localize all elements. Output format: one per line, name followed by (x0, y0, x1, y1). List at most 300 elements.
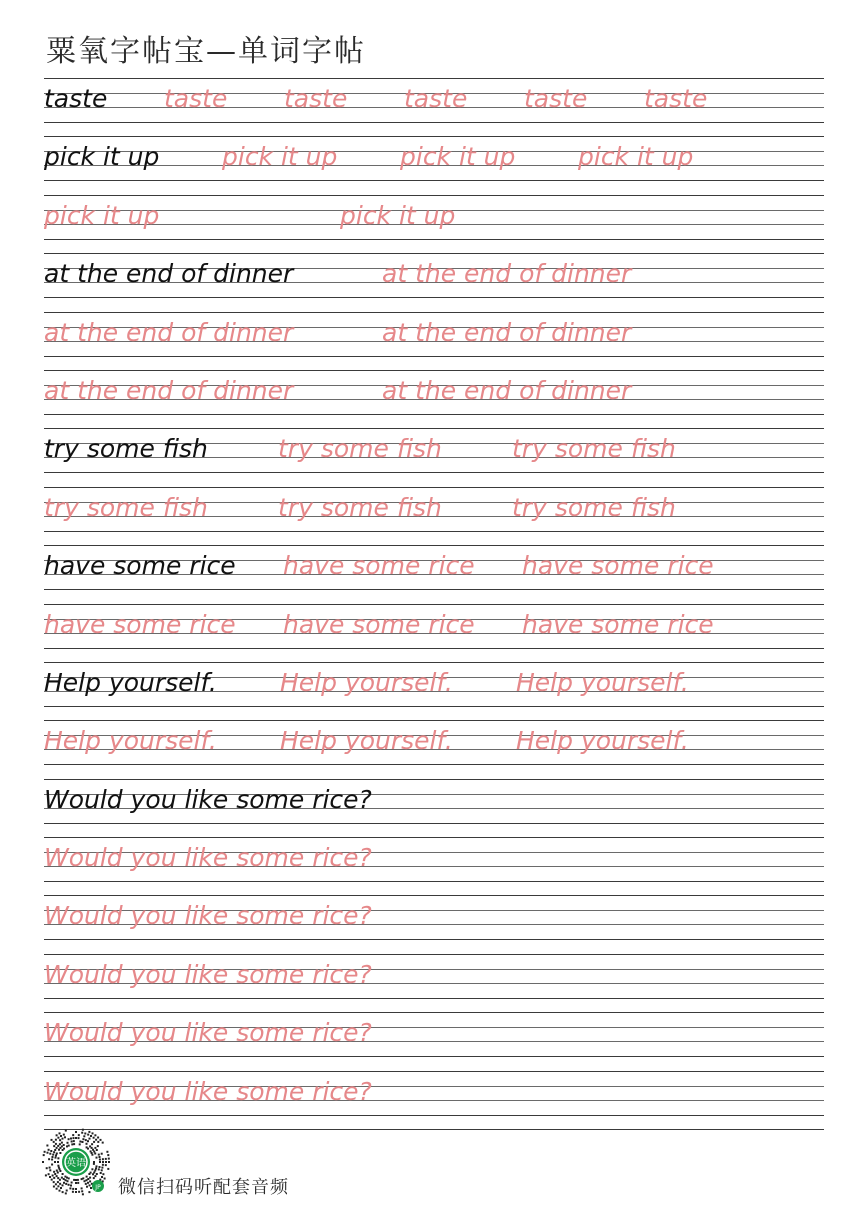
trace-word: at the end of dinner (44, 317, 294, 347)
qr-dot (59, 1190, 61, 1192)
page-title: 粟氧字帖宝—单词字帖 (46, 34, 366, 69)
qr-dot (102, 1173, 104, 1175)
trace-word: at the end of dinner (382, 259, 632, 289)
rule-line (44, 297, 824, 298)
trace-word: taste (164, 84, 228, 113)
qr-dot (75, 1182, 77, 1184)
qr-dot (94, 1175, 96, 1177)
rule-line (44, 1012, 824, 1013)
qr-dot (102, 1164, 104, 1166)
qr-dot (100, 1172, 102, 1174)
qr-dot (73, 1143, 75, 1145)
trace-word: try some fish (512, 492, 676, 522)
qr-dot (86, 1186, 88, 1188)
qr-dot (81, 1190, 83, 1192)
practice-row (44, 954, 824, 1012)
practice-row (44, 720, 824, 778)
qr-dot (66, 1145, 68, 1147)
qr-dot (77, 1179, 79, 1181)
qr-dot (87, 1148, 89, 1150)
qr-dot (88, 1173, 90, 1175)
qr-dot (75, 1188, 77, 1190)
qr-dot (104, 1178, 106, 1180)
qr-dot (81, 1178, 83, 1180)
practice-row (44, 895, 824, 953)
model-word: pick it up (44, 142, 160, 172)
rule-line (44, 312, 824, 313)
qr-dot (59, 1179, 61, 1181)
trace-word: try some fish (512, 434, 676, 464)
qr-dot (42, 1161, 44, 1163)
qr-dot (51, 1179, 53, 1181)
qr-dot (64, 1136, 66, 1138)
rule-line (44, 370, 824, 371)
qr-dot (89, 1184, 91, 1186)
qr-dot (97, 1141, 99, 1143)
qr-badge-label: 英语 (66, 1158, 86, 1169)
model-word: try some fish (44, 434, 208, 464)
practice-row (44, 253, 824, 311)
qr-dot (83, 1135, 85, 1137)
qr-dot (55, 1143, 57, 1145)
qr-dot (87, 1182, 89, 1184)
qr-dot (53, 1141, 55, 1143)
qr-dot (54, 1161, 56, 1163)
qr-dot (69, 1187, 71, 1189)
qr-dot (105, 1158, 107, 1160)
qr-dot (96, 1173, 98, 1175)
qr-dot (68, 1138, 70, 1140)
qr-dot (54, 1149, 56, 1151)
qr-dot (46, 1167, 48, 1169)
practice-rows (44, 78, 824, 1130)
qr-dot (48, 1149, 50, 1151)
qr-dot (81, 1132, 83, 1134)
qr-corner-label: JP (95, 1184, 101, 1191)
trace-word: pick it up (44, 200, 160, 230)
qr-dot (82, 1129, 84, 1131)
trace-word: Would you like some rice? (44, 1018, 372, 1048)
qr-dot (70, 1138, 72, 1140)
rule-line (44, 720, 824, 721)
qr-dot (64, 1176, 66, 1178)
rule-line (44, 472, 824, 473)
qr-dot (100, 1139, 102, 1141)
qr-dot (90, 1187, 92, 1189)
trace-word: have some rice (283, 551, 475, 581)
trace-word: have some rice (522, 551, 714, 581)
trace-word: Would you like some rice? (44, 959, 372, 989)
qr-dot (53, 1186, 55, 1188)
rule-line (44, 662, 824, 663)
qr-dot (60, 1135, 62, 1137)
trace-word: taste (524, 84, 588, 113)
qr-code-icon[interactable] (40, 1126, 112, 1198)
qr-dot (56, 1134, 58, 1136)
qr-dot (57, 1172, 59, 1174)
qr-dot (99, 1159, 101, 1161)
trace-word: have some rice (44, 609, 236, 639)
qr-dot (85, 1139, 87, 1141)
qr-dot (101, 1167, 103, 1169)
qr-dot (87, 1178, 89, 1180)
qr-dot (65, 1183, 67, 1185)
qr-dot (49, 1167, 51, 1169)
qr-dot (98, 1154, 100, 1156)
trace-word: try some fish (278, 492, 442, 522)
qr-dot (62, 1173, 64, 1175)
qr-dot (51, 1164, 53, 1166)
qr-dot (61, 1145, 63, 1147)
rule-line (44, 356, 824, 357)
qr-dot (53, 1151, 55, 1153)
qr-dot (70, 1185, 72, 1187)
qr-dot (108, 1161, 110, 1163)
model-word: Help yourself. (44, 667, 217, 697)
rule-line (44, 706, 824, 707)
rule-line (44, 954, 824, 955)
qr-dot (63, 1182, 65, 1184)
qr-dot (91, 1152, 93, 1154)
footer (40, 1126, 440, 1206)
qr-dot (53, 1171, 55, 1173)
qr-dot (82, 1138, 84, 1140)
qr-dot (62, 1191, 64, 1193)
qr-dot (75, 1191, 77, 1193)
qr-dot (86, 1176, 88, 1178)
practice-row (44, 662, 824, 720)
qr-dot (57, 1177, 59, 1179)
trace-word: Help yourself. (516, 667, 689, 697)
qr-dot (58, 1149, 60, 1151)
qr-dot (52, 1156, 54, 1158)
practice-row (44, 370, 824, 428)
qr-dot (93, 1172, 95, 1174)
practice-row (44, 78, 824, 136)
rule-line (44, 895, 824, 896)
qr-dot (56, 1170, 58, 1172)
qr-dot (93, 1163, 95, 1165)
qr-dot (54, 1173, 56, 1175)
rule-line (44, 78, 824, 79)
trace-word: taste (284, 84, 348, 113)
qr-dot (67, 1180, 69, 1182)
qr-dot (98, 1168, 100, 1170)
practice-row (44, 545, 824, 603)
qr-dot (59, 1170, 61, 1172)
trace-word: taste (644, 84, 708, 113)
rule-line (44, 1115, 824, 1116)
practice-row (44, 312, 824, 370)
qr-dot (52, 1175, 54, 1177)
trace-word: pick it up (400, 142, 516, 172)
qr-dot (57, 1145, 59, 1147)
qr-dot (105, 1161, 107, 1163)
model-word: at the end of dinner (44, 259, 294, 289)
qr-dot (88, 1131, 90, 1133)
qr-dot (57, 1161, 59, 1163)
practice-row (44, 136, 824, 194)
qr-dot (105, 1164, 107, 1166)
qr-dot (93, 1161, 95, 1163)
practice-row (44, 195, 824, 253)
practice-row (44, 428, 824, 486)
trace-word: pick it up (578, 142, 694, 172)
qr-dot (99, 1156, 101, 1158)
qr-dot (108, 1158, 110, 1160)
rule-line (44, 545, 824, 546)
qr-dot (57, 1185, 59, 1187)
rule-line (44, 487, 824, 488)
qr-dot (96, 1149, 98, 1151)
qr-dot (107, 1168, 109, 1170)
qr-dot (59, 1143, 61, 1145)
qr-dot (46, 1145, 48, 1147)
qr-dot (49, 1153, 51, 1155)
qr-dot (63, 1178, 65, 1180)
qr-dot (62, 1184, 64, 1186)
qr-dot (55, 1139, 57, 1141)
qr-dot (63, 1134, 65, 1136)
qr-dot (107, 1154, 109, 1156)
qr-dot (93, 1151, 95, 1153)
qr-dot (86, 1179, 88, 1181)
trace-word: pick it up (222, 142, 338, 172)
qr-dot (102, 1161, 104, 1163)
qr-dot (44, 1151, 46, 1153)
qr-dot (52, 1154, 54, 1156)
rule-line (44, 779, 824, 780)
qr-dot (53, 1181, 55, 1183)
qr-dot (65, 1192, 67, 1194)
qr-dot (73, 1179, 75, 1181)
qr-dot (75, 1137, 77, 1139)
qr-dot (89, 1177, 91, 1179)
trace-word: Help yourself. (280, 667, 453, 697)
trace-word: have some rice (522, 609, 714, 639)
rule-line (44, 531, 824, 532)
qr-dot (51, 1159, 53, 1161)
qr-dot (78, 1137, 80, 1139)
qr-dot (59, 1132, 61, 1134)
rule-line (44, 939, 824, 940)
qr-dot (78, 1191, 80, 1193)
rule-line (44, 414, 824, 415)
qr-dot (86, 1143, 88, 1145)
qr-dot (55, 1183, 57, 1185)
rule-line (44, 253, 824, 254)
trace-word: at the end of dinner (382, 317, 632, 347)
qr-dot (89, 1138, 91, 1140)
qr-dot (72, 1134, 74, 1136)
qr-dot (90, 1135, 92, 1137)
qr-dot (95, 1139, 97, 1141)
qr-dot (94, 1134, 96, 1136)
qr-dot (57, 1157, 59, 1159)
qr-dot (59, 1168, 61, 1170)
qr-dot (55, 1157, 57, 1159)
rule-line (44, 837, 824, 838)
qr-dot (89, 1180, 91, 1182)
qr-dot (99, 1166, 101, 1168)
qr-dot (92, 1173, 94, 1175)
qr-dot (78, 1134, 80, 1136)
practice-row (44, 1071, 824, 1129)
qr-dot (56, 1153, 58, 1155)
qr-dot (72, 1191, 74, 1193)
qr-dot (101, 1153, 103, 1155)
qr-dot (75, 1131, 77, 1133)
trace-word: taste (404, 84, 468, 113)
practice-row (44, 487, 824, 545)
qr-dot (56, 1147, 58, 1149)
rule-line (44, 881, 824, 882)
rule-line (44, 764, 824, 765)
rule-line (44, 195, 824, 196)
qr-dot (58, 1167, 60, 1169)
qr-dot (48, 1173, 50, 1175)
practice-row (44, 604, 824, 662)
qr-dot (56, 1188, 58, 1190)
qr-dot (63, 1148, 65, 1150)
trace-word: pick it up (340, 200, 456, 230)
qr-dot (68, 1184, 70, 1186)
qr-dot (93, 1137, 95, 1139)
footer-scan-text: 微信扫码听配套音频 (118, 1177, 289, 1198)
qr-dot (45, 1174, 47, 1176)
qr-dot (57, 1165, 59, 1167)
qr-dot (43, 1154, 45, 1156)
rule-line (44, 239, 824, 240)
trace-word: Help yourself. (44, 726, 217, 756)
qr-dot (95, 1168, 97, 1170)
qr-dot (65, 1179, 67, 1181)
qr-dot (91, 1147, 93, 1149)
qr-dot (60, 1187, 62, 1189)
qr-dot (106, 1151, 108, 1153)
qr-dot (92, 1132, 94, 1134)
qr-dot (97, 1137, 99, 1139)
qr-dot (102, 1142, 104, 1144)
qr-dot (47, 1152, 49, 1154)
qr-dot (66, 1190, 68, 1192)
qr-dot (99, 1161, 101, 1163)
qr-dot (72, 1188, 74, 1190)
model-word: Would you like some rice? (44, 784, 372, 814)
trace-word: try some fish (44, 492, 208, 522)
qr-dot (88, 1191, 90, 1193)
trace-word: Help yourself. (516, 726, 689, 756)
qr-dot (50, 1150, 52, 1152)
qr-dot (97, 1145, 99, 1147)
qr-dot (87, 1134, 89, 1136)
qr-dot (59, 1152, 61, 1154)
qr-dot (91, 1168, 93, 1170)
rule-line (44, 1071, 824, 1072)
rule-line (44, 428, 824, 429)
qr-dot (48, 1158, 50, 1160)
qr-dot (77, 1182, 79, 1184)
qr-dot (53, 1177, 55, 1179)
practice-row (44, 1012, 824, 1070)
qr-dot (61, 1177, 63, 1179)
trace-word: Would you like some rice? (44, 1076, 372, 1106)
qr-dot (59, 1139, 61, 1141)
qr-dot (84, 1133, 86, 1135)
trace-word: Would you like some rice? (44, 843, 372, 873)
model-word: taste (44, 84, 108, 113)
qr-dot (51, 1139, 53, 1141)
qr-dot (79, 1143, 81, 1145)
rule-line (44, 180, 824, 181)
rule-line (44, 998, 824, 999)
rule-line (44, 604, 824, 605)
trace-word: have some rice (283, 609, 475, 639)
qr-dot (57, 1181, 59, 1183)
trace-word: at the end of dinner (382, 375, 632, 405)
rule-line (44, 122, 824, 123)
practice-row (44, 779, 824, 837)
qr-dot (71, 1182, 73, 1184)
rule-line (44, 823, 824, 824)
qr-dot (79, 1141, 81, 1143)
rule-line (44, 136, 824, 137)
qr-dot (68, 1145, 70, 1147)
qr-dot (53, 1145, 55, 1147)
qr-dot (55, 1155, 57, 1157)
qr-dot (59, 1183, 61, 1185)
qr-dot (49, 1169, 51, 1171)
qr-dot (94, 1170, 96, 1172)
trace-word: Help yourself. (280, 726, 453, 756)
qr-dot (85, 1183, 87, 1185)
qr-dot (62, 1138, 64, 1140)
qr-dot (93, 1141, 95, 1143)
qr-dot (61, 1142, 63, 1144)
practice-row (44, 837, 824, 895)
qr-dot (91, 1154, 93, 1156)
trace-word: at the end of dinner (44, 375, 294, 405)
qr-dot (101, 1176, 103, 1178)
qr-dot (82, 1193, 84, 1195)
qr-dot (94, 1147, 96, 1149)
rule-line (44, 1056, 824, 1057)
qr-dot (96, 1157, 98, 1159)
qr-dot (91, 1143, 93, 1145)
qr-dot (96, 1165, 98, 1167)
qr-dot (75, 1179, 77, 1181)
trace-word: Would you like some rice? (44, 901, 372, 931)
qr-dot (81, 1187, 83, 1189)
qr-dot (71, 1141, 73, 1143)
qr-dot (94, 1153, 96, 1155)
qr-dot (84, 1180, 86, 1182)
qr-dot (73, 1137, 75, 1139)
qr-dot (71, 1143, 73, 1145)
trace-word: try some fish (278, 434, 442, 464)
qr-dot (92, 1149, 94, 1151)
qr-dot (101, 1169, 103, 1171)
qr-dot (73, 1140, 75, 1142)
qr-dot (102, 1158, 104, 1160)
rule-line (44, 589, 824, 590)
qr-dot (87, 1140, 89, 1142)
qr-dot (93, 1177, 95, 1179)
qr-dot (65, 1130, 67, 1132)
model-word: have some rice (44, 551, 236, 581)
rule-line (44, 648, 824, 649)
qr-dot (56, 1175, 58, 1177)
